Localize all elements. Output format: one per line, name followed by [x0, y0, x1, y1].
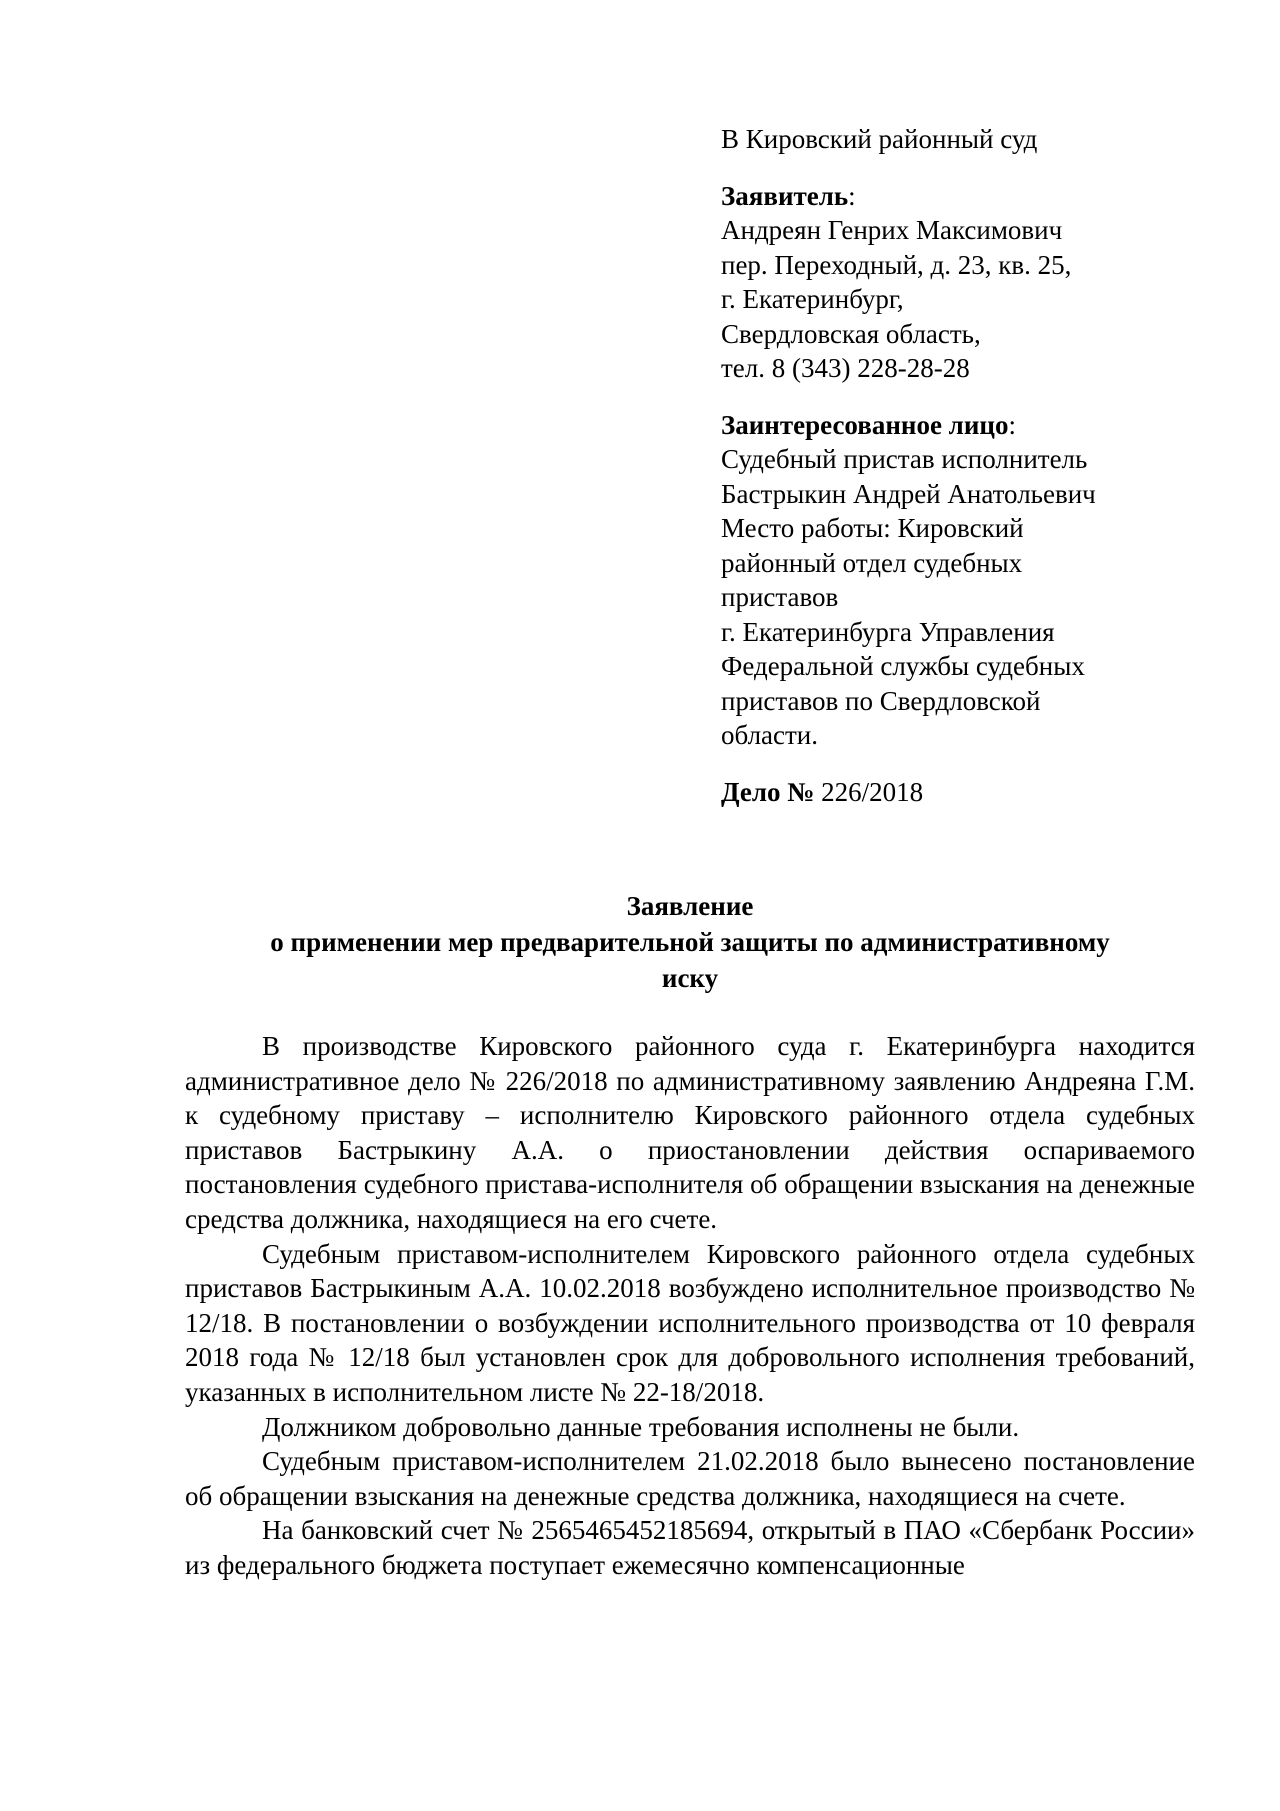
body-paragraph: Судебным приставом-исполнителем Кировского районного отдела судебных приставов Бастрыкиным А.А. 10.02.2018 возбуждено исполнительное производство № 12/18. В постановлении о возбуждении исполнительного производства от 10 февраля 2018 года № 12/18 был установлен срок для добровольного исполнения требований, указанных в исполнительном листе № 22-18/2018.	[185, 1238, 1195, 1407]
title-line-1: Заявление	[626, 891, 754, 921]
title-line-2: о применении мер предварительной защиты по административному	[270, 927, 1110, 957]
document-title	[185, 888, 1195, 996]
interested-line: районный отдел судебных	[721, 547, 1023, 578]
applicant-address-city: г. Екатеринбург,	[721, 284, 904, 314]
body-paragraph: Судебным приставом-исполнителем 21.02.2018 было вынесено постановление об обращении взыскания на денежные средства должника, находящиеся на счете.	[185, 1446, 1195, 1511]
interested-line: г. Екатеринбурга Управления	[721, 616, 1055, 647]
interested-line: Федеральной службы судебных	[721, 651, 1085, 681]
interested-heading	[721, 408, 1191, 443]
body-paragraph: В производстве Кировского районного суда г. Екатеринбурга находится административное дело № 226/2018 по административному заявлению Андреяна Г.М. к судебному приставу – исполнителю Кировского районного отдела судебных приставов Бастрыкину А.А. о приостановлении действия оспариваемого постановления судебного пристава-исполнителя об обращении взыскания на денежные средства должника, находящиеся на его счете.	[185, 1031, 1195, 1234]
applicant-name: Андреян Генрих Максимович	[721, 215, 1063, 245]
title-line-3: иску	[661, 963, 719, 993]
interested-line: приставов	[721, 582, 839, 612]
interested-line: Место работы: Кировский	[721, 513, 1024, 543]
case-number: 226/2018	[814, 776, 924, 807]
applicant-heading	[721, 179, 1191, 214]
case-label: Дело №	[721, 776, 815, 807]
interested-line: приставов по Свердловской	[721, 685, 1041, 716]
document-header	[721, 122, 1191, 809]
body-paragraph: На банковский счет № 2565465452185694, открытый в ПАО «Сбербанк России» из федерального бюджета поступает ежемесячно компенсационные	[185, 1515, 1195, 1580]
spacer	[721, 386, 1191, 408]
applicant-address-street: пер. Переходный, д. 23, кв. 25,	[721, 249, 1072, 280]
applicant-address-region: Свердловская область,	[721, 318, 981, 349]
interested-line: Судебный пристав исполнитель	[721, 444, 1088, 474]
interested-line: Бастрыкин Андрей Анатольевич	[721, 478, 1096, 509]
document-body	[185, 1029, 1195, 1583]
case-number-line	[721, 775, 1191, 810]
interested-colon: :	[1008, 409, 1016, 440]
court-addressee: В Кировский районный суд	[721, 124, 1038, 154]
applicant-colon: :	[848, 180, 856, 211]
interested-label: Заинтересованное лицо	[721, 409, 1009, 440]
applicant-phone: тел. 8 (343) 228-28-28	[721, 353, 970, 383]
spacer	[721, 157, 1191, 179]
body-paragraph: Должником добровольно данные требования исполнены не были.	[262, 1411, 1020, 1442]
applicant-label: Заявитель	[721, 180, 849, 211]
interested-line: области.	[721, 720, 819, 750]
spacer	[721, 753, 1191, 775]
